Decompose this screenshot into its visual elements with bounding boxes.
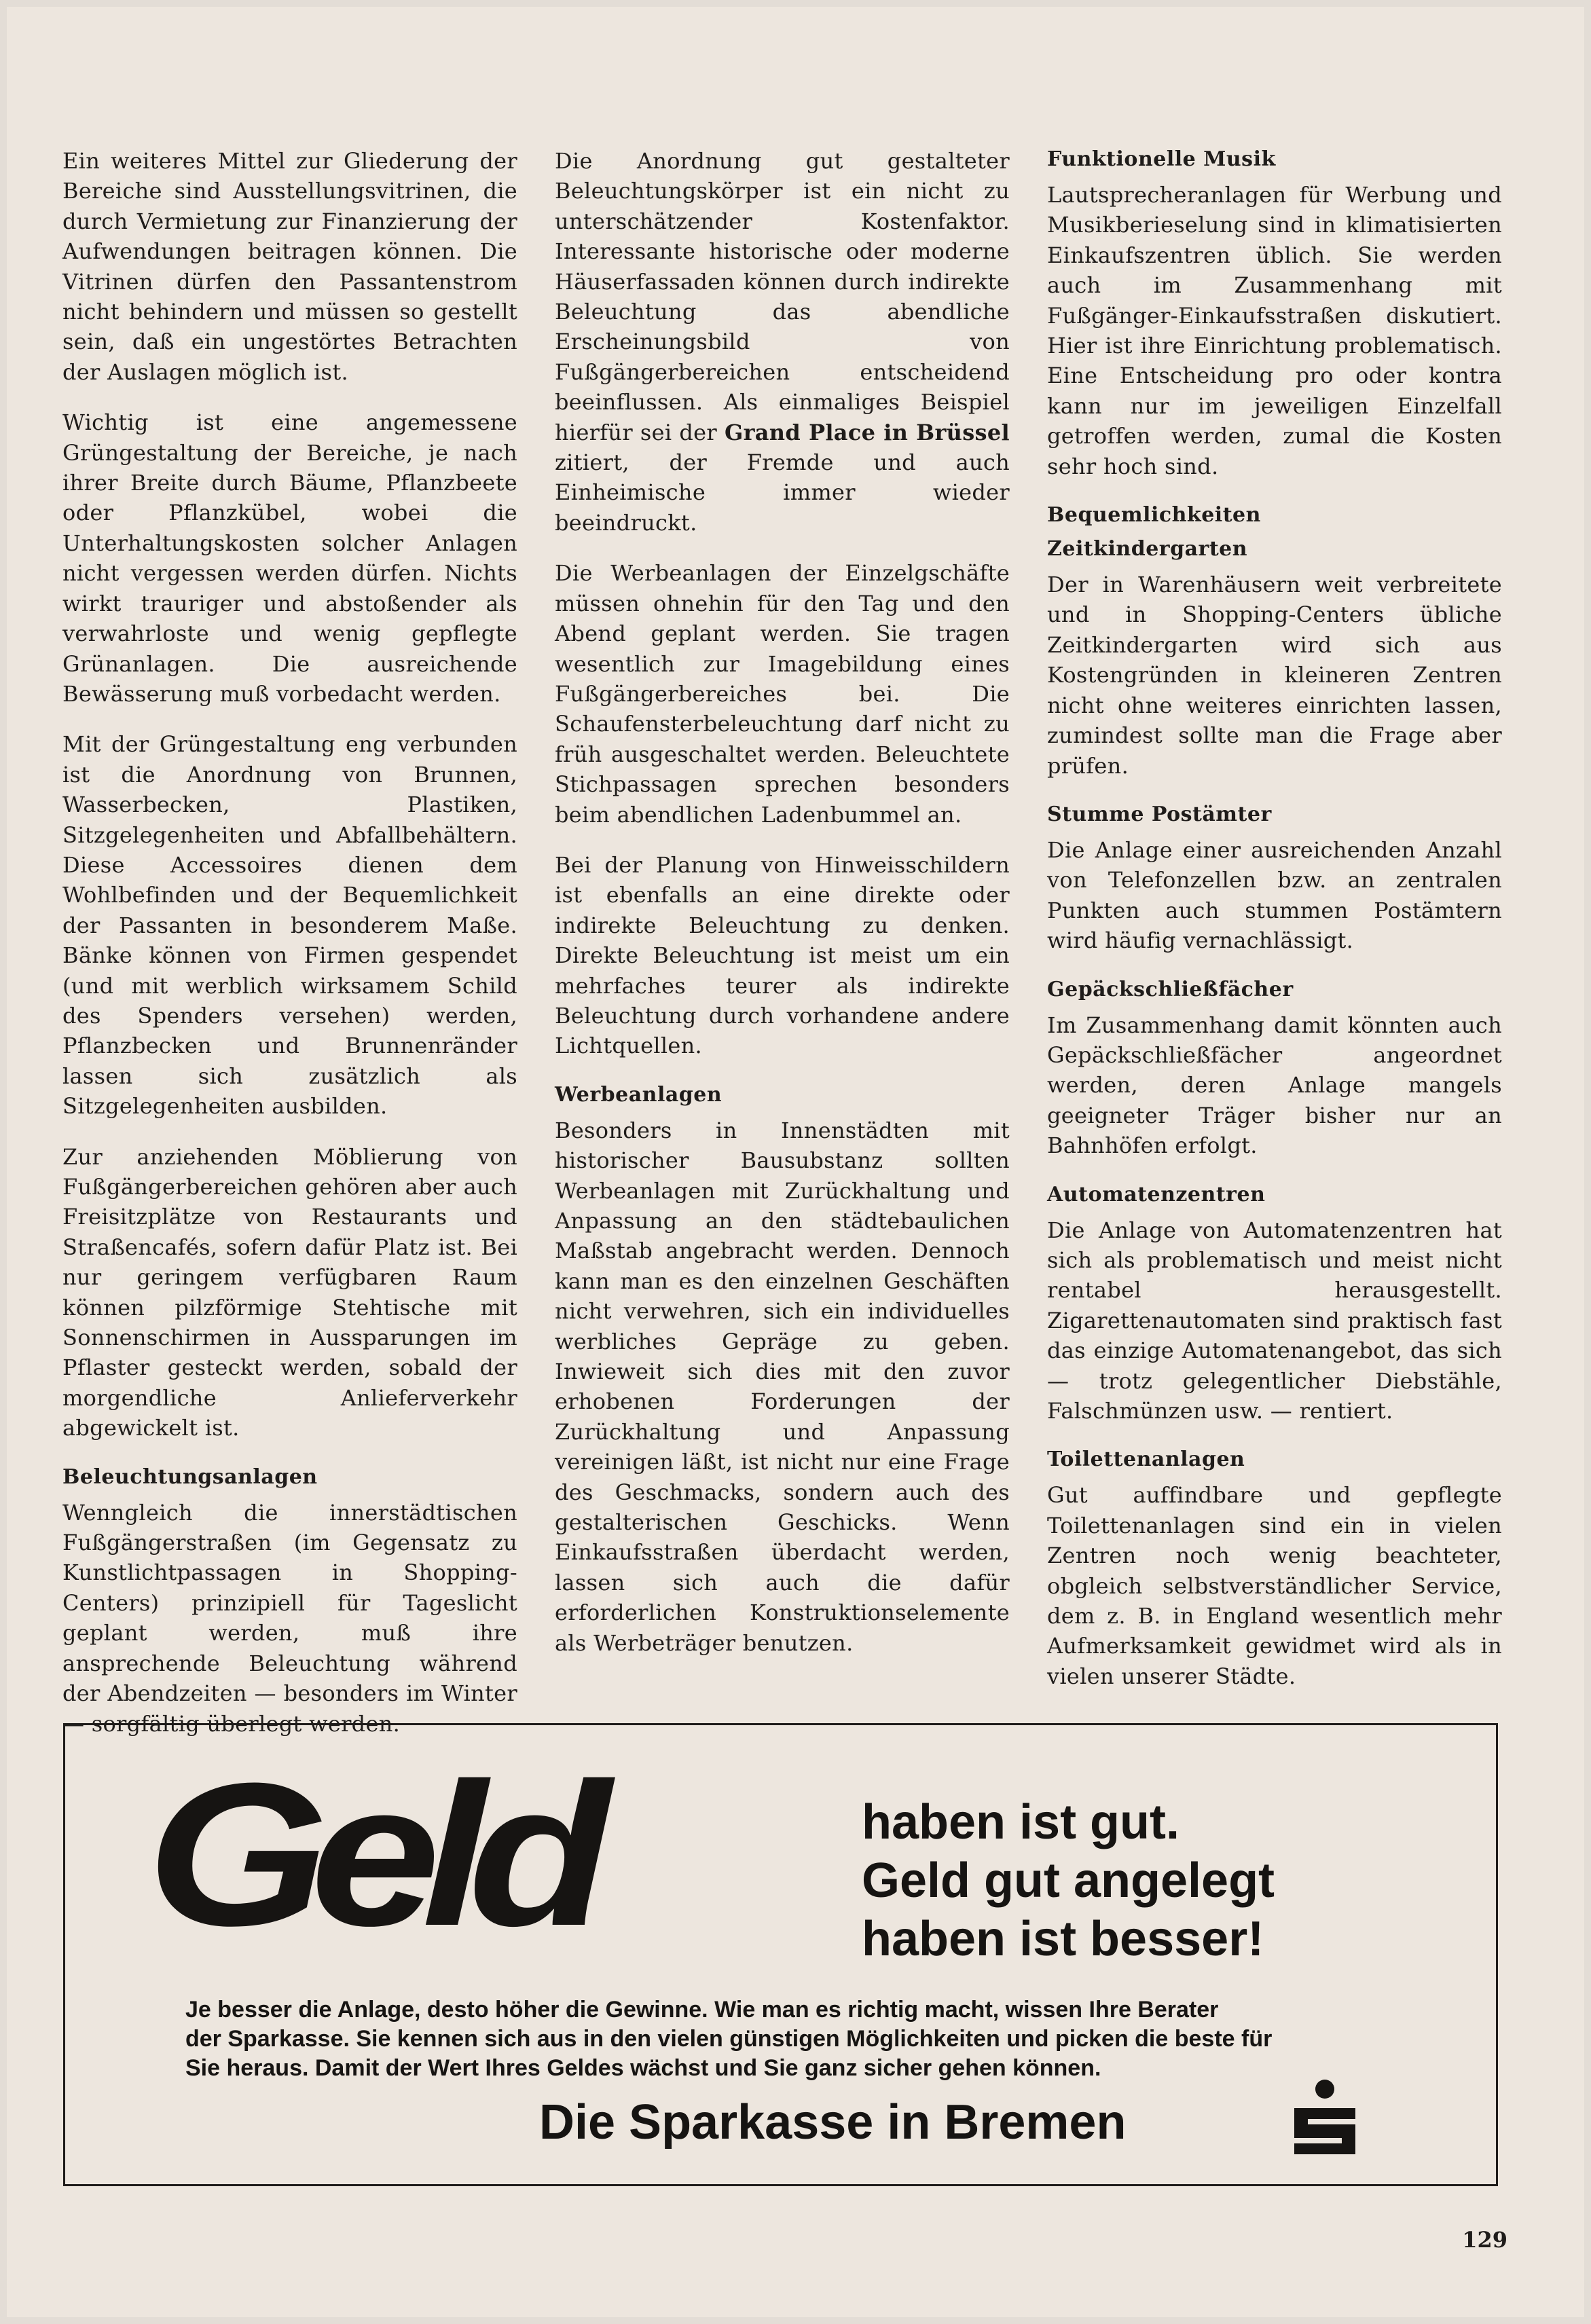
paragraph: Gut auffindbare und gepflegte Toilettenanlagen sind ein in vielen Zentren noch wenig beachteter, obgleich selbstverständlicher Service, dem z. B. in England wesentlich mehr Aufmerksamkeit gewidmet wird als in vielen unserer Städte. [1047, 1482, 1502, 1689]
sparkasse-logo-icon [1287, 2078, 1362, 2160]
ad-headline-line: haben ist gut. [862, 1795, 1179, 1849]
section-heading: Bequemlichkeiten [1047, 503, 1261, 528]
ad-body-copy [185, 1995, 1428, 2083]
section-heading: Werbeanlagen [555, 1082, 723, 1107]
paragraph: Zur anziehenden Möblierung von Fußgängerbereichen gehören aber auch Freisitzplätze von Restaurants und Straßencafés, sofern dafür Platz ist. Bei nur geringem verfügbaren Raum können pilzförmige Stehtische mit Sonnenschirmen in Aussparungen im Pflaster gesteckt werden, sobald der morgendliche Anlieferverkehr abgewickelt ist. [62, 1143, 517, 1441]
sparkasse-advertisement [63, 1723, 1498, 2186]
paragraph: Wichtig ist eine angemessene Grüngestaltung der Bereiche, je nach ihrer Breite durch Bäume, Pflanzbeete oder Pflanzkübel, wobei die Unterhaltungskosten solcher Anlagen nicht vergessen werden dürfen. Nichts wirkt trauriger und abstoßender als verwahrloste und wenig gepflegte Grünanlagen. Die ausreichende Bewässerung muß vorbedacht werden. [62, 409, 517, 707]
paragraph: Bei der Planung von Hinweisschildern ist ebenfalls an eine direkte oder indirekte Beleuchtung zu denken. Direkte Beleuchtung ist meist um ein mehrfaches teurer als indirekte Beleuchtung durch vorhandene andere Lichtquellen. [555, 851, 1010, 1059]
paragraph: Mit der Grüngestaltung eng verbunden ist die Anordnung von Brunnen, Wasserbecken, Plastiken, Sitzgelegenheiten und Abfallbehältern. Diese Accessoires dienen dem Wohlbefinden und der Bequemlichkeit der Passanten in besonderem Maße. Bänke können von Firmen gespendet (und mit werblich wirksamem Schild des Spenders versehen) werden, Pflanzbecken und Brunnenränder lassen sich zusätzlich als Sitzgelegenheiten ausbilden. [62, 731, 517, 1120]
sub-heading: Stumme Postämter [1047, 802, 1272, 826]
column-3 [1047, 146, 1502, 1701]
paragraph: Die Anlage von Automatenzentren hat sich als problematisch und meist nicht rentabel herausgestellt. Zigarettenautomaten sind praktisch fast das einzige Automatenangebot, das sich — trotz gelegentlicher Diebstähle, Falschmünzen usw. — rentiert. [1047, 1217, 1502, 1424]
paragraph: Die Werbeanlagen der Einzelgschäfte müssen ohnehin für den Tag und den Abend geplant werden. Sie tragen wesentlich zur Imagebildung eines Fußgängerbereiches bei. Die Schaufensterbeleuchtung darf nicht zu früh ausgeschaltet werden. Beleuchtete Stichpassagen sprechen besonders beim abendlichen Ladenbummel an. [555, 560, 1010, 828]
ad-copy-line: Je besser die Anlage, desto höher die Gewinne. Wie man es richtig macht, wissen Ihre Berater [185, 1997, 1219, 2023]
article-columns [62, 146, 1502, 1737]
paragraph: Wenngleich die innerstädtischen Fußgängerstraßen (im Gegensatz zu Kunstlichtpassagen in Shopping-Centers) prinzipiell für Tageslicht geplant werden, muß ihre ansprechende Beleuchtung während der Abendzeiten — besonders im Winter — sorgfältig überlegt werden. [62, 1499, 517, 1737]
column-2 [555, 146, 1010, 1701]
text-span: zitiert, der Fremde und auch Einheimische immer wieder beeindruckt. [555, 449, 1010, 536]
paragraph: Im Zusammenhang damit könnten auch Gepäckschließfächer angeordnet werden, deren Anlage mangels geeigneter Träger bisher nur an Bahnhöfen erfolgt. [1047, 1012, 1502, 1159]
sub-heading: Toilettenanlagen [1047, 1447, 1245, 1472]
ad-copy-line: der Sparkasse. Sie kennen sich aus in den vielen günstigen Möglichkeiten und picken die beste für [185, 2026, 1273, 2052]
column-1 [62, 146, 517, 1737]
section-heading: Funktionelle Musik [1047, 147, 1276, 171]
bold-place-name: Grand Place in Brüssel [724, 419, 1010, 445]
ad-headline-line: haben ist besser! [862, 1912, 1264, 1966]
ad-headline [862, 1793, 1391, 1968]
sub-heading: Gepäckschließfächer [1047, 977, 1294, 1001]
paragraph: Lautsprecheranlagen für Werbung und Musikberieselung sind in klimatisierten Einkaufszentren üblich. Sie werden auch im Zusammenhang mit Fußgänger-Einkaufsstraßen diskutiert. Hier ist ihre Einrichtung problematisch. Eine Entscheidung pro oder kontra kann nur im jeweiligen Einzelfall getroffen werden, zumal die Kosten sehr hoch sind. [1047, 182, 1502, 479]
ad-headline-line: Geld gut angelegt [862, 1853, 1275, 1908]
ad-signature: Die Sparkasse in Bremen [539, 2095, 1127, 2150]
page-number: 129 [1462, 2227, 1507, 2253]
sub-heading: Zeitkindergarten [1047, 537, 1248, 561]
ad-big-word: Geld [147, 1740, 593, 1968]
sub-heading: Automatenzentren [1047, 1182, 1266, 1206]
text-span: Die Anordnung gut gestalteter Beleuchtungskörper ist ein nicht zu unterschätzender Kostenfaktor. Interessante historische oder moderne Häuserfassaden können durch indirekte Beleuchtung das abendliche Erscheinungsbild von Fußgängerbereichen entscheidend beeinflussen. Als einmaliges Beispiel hierfür sei der [555, 148, 1010, 445]
paragraph: Der in Warenhäusern weit verbreitete und in Shopping-Centers übliche Zeitkindergarten wird sich aus Kostengründen in kleineren Zentren nicht ohne weiteres einrichten lassen, zumindest sollte man die Frage aber prüfen. [1047, 572, 1502, 779]
paragraph: Besonders in Innenstädten mit historischer Bausubstanz sollten Werbeanlagen mit Zurückhaltung und Anpassung an den städtebaulichen Maßstab angebracht werden. Dennoch kann man es den einzelnen Geschäften nicht verwehren, sich ein individuelles werbliches Gepräge zu geben. Inwieweit sich dies mit den zuvor erhobenen Forderungen der Zurückhaltung und Anpassung vereinigen läßt, ist nicht nur eine Frage des Geschmacks, sondern auch des gestalterischen Geschicks. Wenn Einkaufsstraßen überdacht werden, lassen sich auch die dafür erforderlichen Konstruktionselemente als Werbeträger benutzen. [555, 1117, 1010, 1656]
page [7, 7, 1584, 2317]
paragraph [555, 146, 1010, 538]
section-heading: Beleuchtungsanlagen [62, 1464, 318, 1489]
paragraph: Die Anlage einer ausreichenden Anzahl von Telefonzellen bzw. an zentralen Punkten auch stummen Postämtern wird häufig vernachlässigt. [1047, 836, 1502, 954]
ad-copy-line: Sie heraus. Damit der Wert Ihres Geldes wächst und Sie ganz sicher gehen können. [185, 2055, 1101, 2081]
paragraph: Ein weiteres Mittel zur Gliederung der Bereiche sind Ausstellungsvitrinen, die durch Vermietung zur Finanzierung der Aufwendungen beitragen können. Die Vitrinen dürfen den Passantenstrom nicht behindern und müssen so gestellt sein, daß ein ungestörtes Betrachten der Auslagen möglich ist. [62, 148, 517, 385]
